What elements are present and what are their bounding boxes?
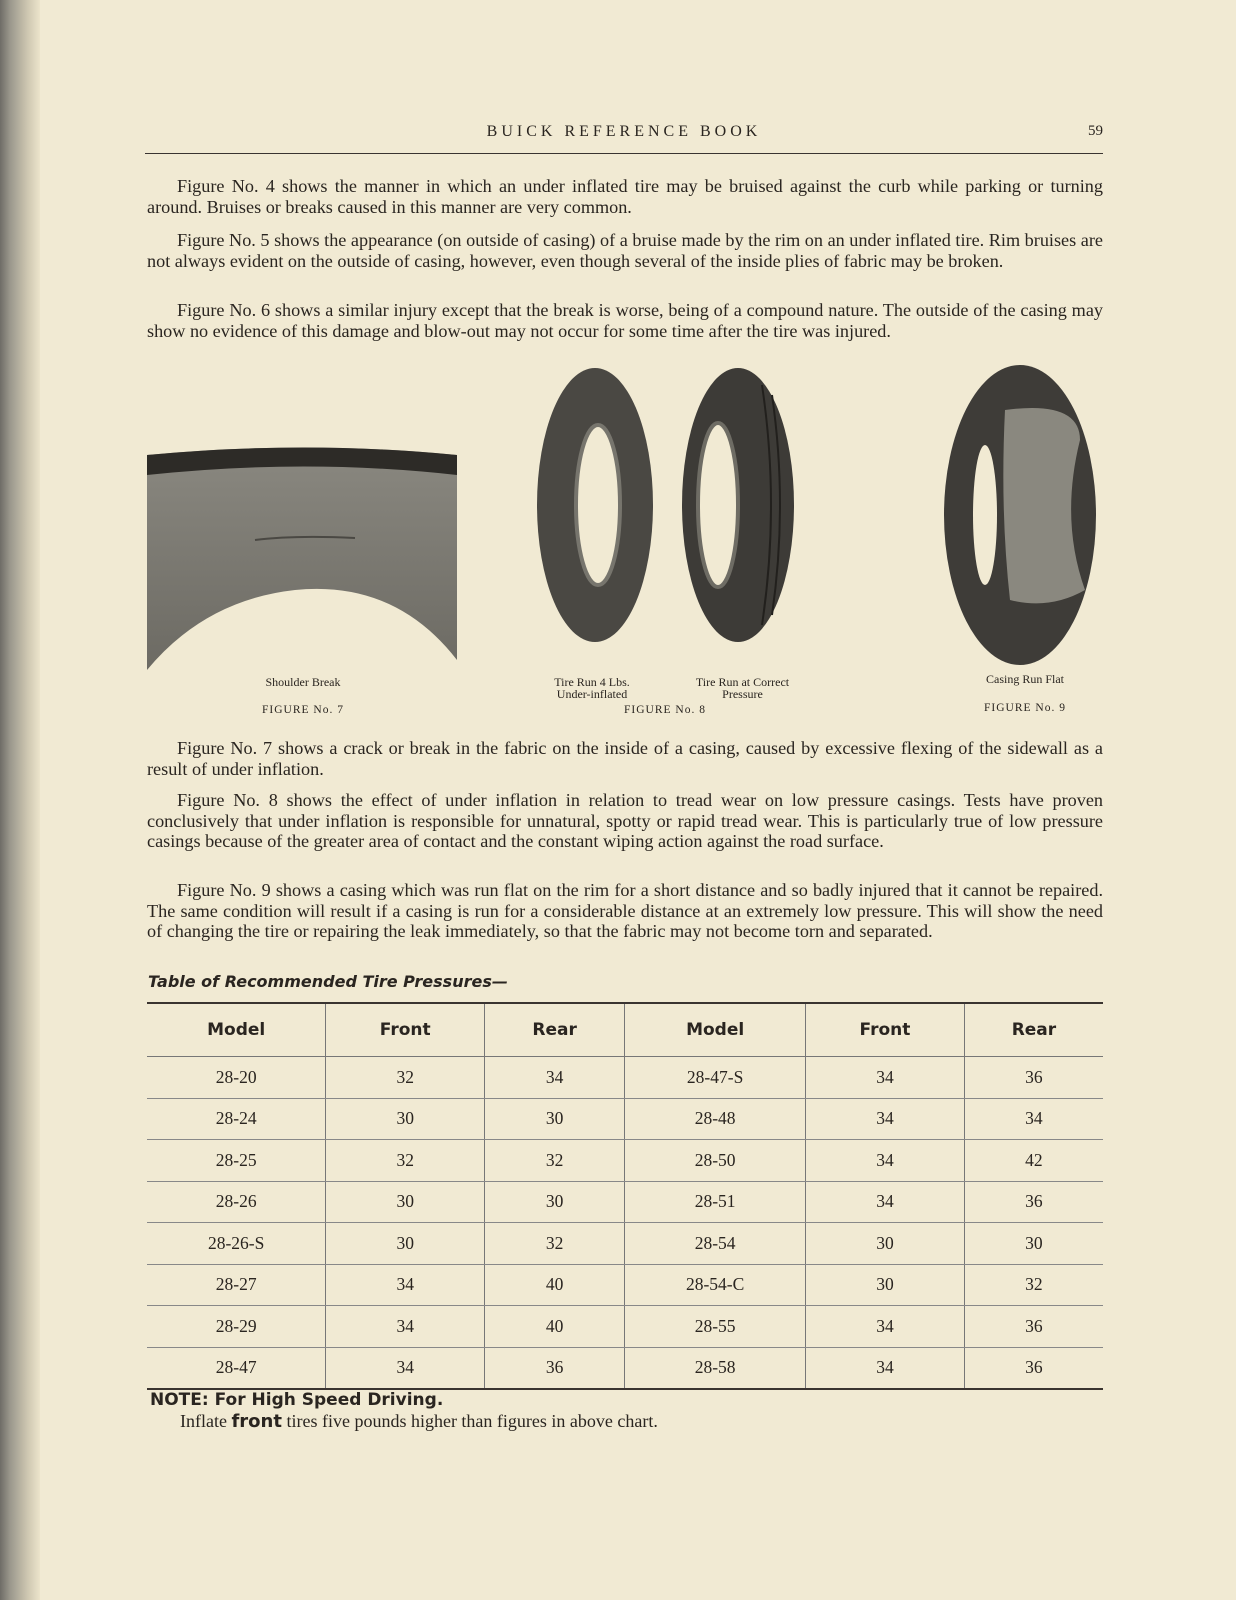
table-cell: 30 [806, 1223, 965, 1265]
table-row [147, 1223, 1103, 1265]
table-cell: 28-54-C [625, 1264, 806, 1306]
paragraph-figure-4: Figure No. 4 shows the manner in which an under inflated tire may be bruised against the curb while parking or turning around. Bruises or breaks caused in this manner are very common. [147, 176, 1103, 217]
table-cell: 42 [964, 1140, 1103, 1182]
table-cell: 28-55 [625, 1306, 806, 1348]
table-row [147, 1264, 1103, 1306]
table-cell: 28-25 [147, 1140, 326, 1182]
table-cell: 36 [964, 1181, 1103, 1223]
table-cell: 28-47-S [625, 1057, 806, 1099]
figure-9-caption: Casing Run Flat [985, 672, 1064, 686]
table-cell: 34 [806, 1140, 965, 1182]
table-cell: 28-24 [147, 1098, 326, 1140]
table-cell: 30 [326, 1181, 485, 1223]
figure-7-label: FIGURE No. 7 [262, 704, 344, 716]
table-cell: 28-26-S [147, 1223, 326, 1265]
column-header-front: Front [326, 1003, 485, 1057]
table-cell: 34 [806, 1098, 965, 1140]
table-cell: 32 [485, 1140, 625, 1182]
figure-8-caption-right [670, 676, 815, 700]
running-title: BUICK REFERENCE BOOK [486, 123, 762, 140]
note-heading: NOTE: For High Speed Driving. [150, 1390, 444, 1410]
note-text: tires five pounds higher than figures in above chart. [281, 1411, 658, 1431]
table-title: Table of Recommended Tire Pressures— [148, 972, 508, 991]
note [150, 1390, 658, 1432]
table-cell: 36 [964, 1347, 1103, 1389]
column-header-model: Model [147, 1003, 326, 1057]
table-row [147, 1098, 1103, 1140]
table-cell: 32 [326, 1057, 485, 1099]
table-row [147, 1181, 1103, 1223]
table-cell: 34 [326, 1306, 485, 1348]
table-cell: 30 [326, 1223, 485, 1265]
table-cell: 28-27 [147, 1264, 326, 1306]
tire-pressure-table [147, 1002, 1103, 1390]
paragraph-figure-8: Figure No. 8 shows the effect of under inflation in relation to tread wear on low pressure casings. Tests have proven conclusively that under inflation is responsible for unnatural, spotty or rapid tread wear. This is particularly true of low pressure casings because of the greater area of contact and the constant wiping action against the road surface. [147, 790, 1103, 851]
table-cell: 34 [806, 1306, 965, 1348]
note-emphasis: front [231, 1411, 282, 1432]
page-header [145, 121, 1103, 154]
table-cell: 40 [485, 1264, 625, 1306]
table-cell: 28-20 [147, 1057, 326, 1099]
note-body [150, 1411, 658, 1432]
table-cell: 36 [485, 1347, 625, 1389]
table-cell: 34 [326, 1264, 485, 1306]
table-cell: 30 [485, 1181, 625, 1223]
caption-line: Pressure [722, 687, 763, 701]
table-cell: 34 [964, 1098, 1103, 1140]
column-header-rear: Rear [485, 1003, 625, 1057]
table-cell: 32 [485, 1223, 625, 1265]
figure-9-casing-run-flat-photo [940, 360, 1105, 670]
column-header-front: Front [806, 1003, 965, 1057]
table-header-row [147, 1003, 1103, 1057]
paragraph-figure-7: Figure No. 7 shows a crack or break in the fabric on the inside of a casing, caused by excessive flexing of the sidewall as a result of under inflation. [147, 738, 1103, 779]
table-cell: 34 [485, 1057, 625, 1099]
table-cell: 30 [964, 1223, 1103, 1265]
table-cell: 32 [964, 1264, 1103, 1306]
table-cell: 28-48 [625, 1098, 806, 1140]
table-cell: 28-26 [147, 1181, 326, 1223]
figure-7-caption: Shoulder Break [265, 675, 341, 689]
table-cell: 32 [326, 1140, 485, 1182]
table-cell: 28-29 [147, 1306, 326, 1348]
table-cell: 34 [806, 1347, 965, 1389]
caption-line: Tire Run at Correct [695, 675, 790, 689]
table-cell: 34 [806, 1181, 965, 1223]
table-cell: 30 [806, 1264, 965, 1306]
figure-7-shoulder-break-photo [145, 440, 460, 675]
paragraph-figure-9: Figure No. 9 shows a casing which was run flat on the rim for a short distance and so badly injured that it cannot be repaired. The same condition will result if a casing is run for a considerable distance at an extremely low pressure. This will show the need of changing the tire or repairing the leak immediately, so that the fabric may not become torn and separated. [147, 880, 1103, 941]
table-row [147, 1057, 1103, 1099]
table-cell: 28-47 [147, 1347, 326, 1389]
note-text: Inflate [180, 1411, 232, 1431]
caption-line: Under-inflated [556, 687, 628, 701]
paragraph-figure-6: Figure No. 6 shows a similar injury except that the break is worse, being of a compound nature. The outside of the casing may show no evidence of this damage and blow-out may not occur for some time after the tire was injured. [147, 300, 1103, 341]
figure-8-tire-comparison-photo [530, 365, 800, 650]
table-row [147, 1140, 1103, 1182]
book-binding [0, 0, 40, 1600]
figure-9-label: FIGURE No. 9 [984, 702, 1066, 714]
table-cell: 36 [964, 1306, 1103, 1348]
table-cell: 30 [326, 1098, 485, 1140]
table-cell: 34 [806, 1057, 965, 1099]
table-cell: 34 [326, 1347, 485, 1389]
table-cell: 28-54 [625, 1223, 806, 1265]
table-cell: 36 [964, 1057, 1103, 1099]
table-cell: 28-58 [625, 1347, 806, 1389]
figure-8-caption-left [527, 676, 657, 700]
table-cell: 40 [485, 1306, 625, 1348]
table-cell: 28-50 [625, 1140, 806, 1182]
table-row [147, 1347, 1103, 1389]
table-cell: 28-51 [625, 1181, 806, 1223]
column-header-model: Model [625, 1003, 806, 1057]
paragraph-figure-5: Figure No. 5 shows the appearance (on outside of casing) of a bruise made by the rim on an under inflated tire. Rim bruises are not always evident on the outside of casing, however, even though several of the inside plies of fabric may be broken. [147, 230, 1103, 271]
figure-8-label: FIGURE No. 8 [624, 704, 706, 716]
column-header-rear: Rear [964, 1003, 1103, 1057]
table-row [147, 1306, 1103, 1348]
page-number: 59 [1088, 123, 1103, 139]
caption-line: Tire Run 4 Lbs. [554, 675, 630, 689]
table-cell: 30 [485, 1098, 625, 1140]
